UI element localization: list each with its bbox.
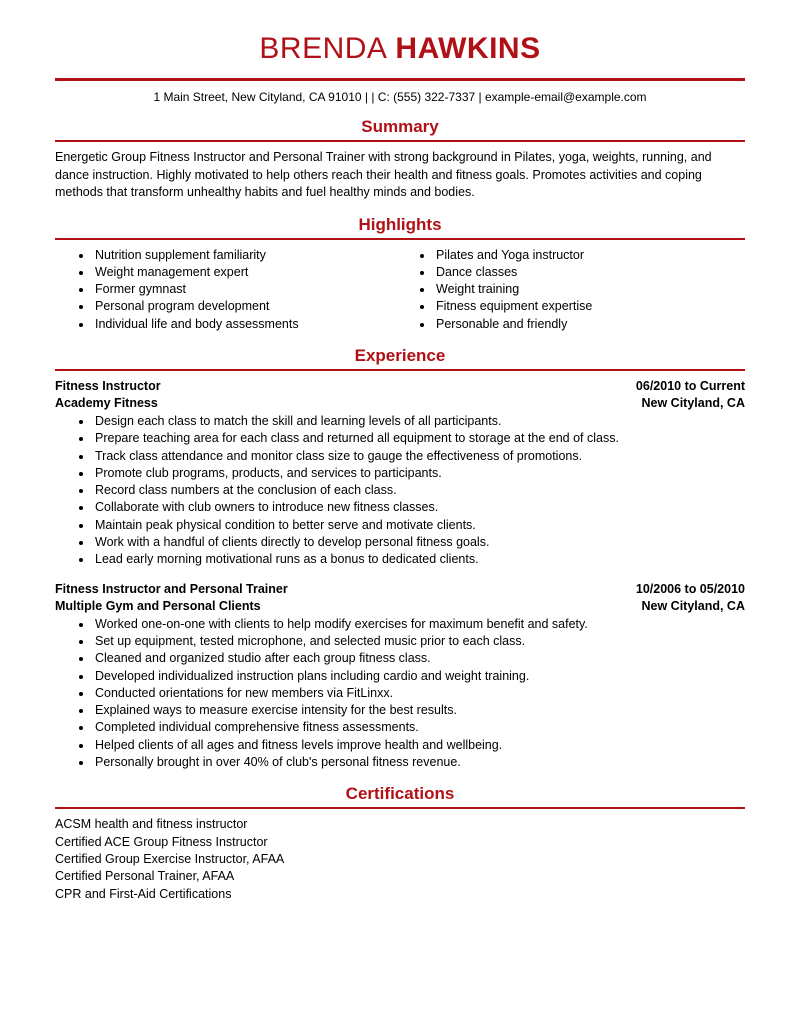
last-name: HAWKINS (395, 32, 541, 65)
job-company: Multiple Gym and Personal Clients (55, 598, 261, 613)
section-heading-summary: Summary (361, 117, 439, 136)
experience-bullet: • Prepare teaching area for each class and returned all equipment to storage at the end of class. (93, 430, 745, 447)
highlights-column-left (55, 247, 400, 333)
certification-item: CPR and First-Aid Certifications (55, 886, 232, 901)
certification-item: Certified ACE Group Fitness Instructor (55, 834, 268, 849)
experience-bullet: • Design each class to match the skill and learning levels of all participants. (93, 413, 745, 430)
experience-bullet: • Cleaned and organized studio after each group fitness class. (93, 650, 745, 667)
experience-bullet: • Track class attendance and monitor class size to gauge the effectiveness of promotions. (93, 448, 745, 465)
experience-bullet: • Explained ways to measure exercise intensity for the best results. (93, 702, 745, 719)
experience-bullet: • Worked one-on-one with clients to help modify exercises for maximum benefit and safety. (93, 616, 745, 633)
section-heading-experience: Experience (354, 345, 446, 365)
experience-bullet: • Helped clients of all ages and fitness levels improve health and wellbeing. (93, 737, 745, 754)
job-company-row (55, 395, 745, 412)
experience-bullet: • Set up equipment, tested microphone, and selected music prior to each class. (93, 633, 745, 650)
header-divider (55, 78, 745, 81)
highlight-item: • Personal program development (93, 298, 400, 315)
highlight-item: • Dance classes (434, 264, 745, 281)
experience-bullet: • Conducted orientations for new members via FitLinxx. (93, 685, 745, 702)
certification-item: Certified Personal Trainer, AFAA (55, 869, 235, 884)
highlight-item: • Individual life and body assessments (93, 316, 400, 333)
experience-bullet: • Personally brought in over 40% of club's personal fitness revenue. (93, 754, 745, 771)
highlight-item: • Nutrition supplement familiarity (93, 247, 400, 264)
job-dates: 06/2010 to Current (635, 378, 745, 393)
job-title-row (55, 378, 745, 395)
job-location: New Cityland, CA (641, 598, 745, 613)
job-dates: 10/2006 to 05/2010 (635, 581, 745, 596)
experience-job-1 (55, 378, 745, 569)
certification-item: Certified Group Exercise Instructor, AFAA (55, 851, 285, 866)
certifications-divider (55, 807, 745, 809)
experience-bullet: • Completed individual comprehensive fitness assessments. (93, 719, 745, 736)
experience-bullet: • Record class numbers at the conclusion of each class. (93, 482, 745, 499)
job-company: Academy Fitness (55, 395, 158, 410)
highlight-item: • Weight training (434, 281, 745, 298)
section-heading-certifications: Certifications (345, 784, 455, 804)
experience-job-2 (55, 581, 745, 772)
experience-bullet: • Collaborate with club owners to introduce new fitness classes. (93, 499, 745, 516)
certifications-list (55, 816, 745, 902)
experience-divider (55, 369, 745, 371)
experience-bullet: • Promote club programs, products, and services to participants. (93, 465, 745, 482)
contact-line: 1 Main Street, New Cityland, CA 91010 | | C: (555) 322-7337 | example-email@example.com (153, 90, 647, 104)
highlights-column-right (400, 247, 745, 333)
highlight-item: • Personable and friendly (434, 316, 745, 333)
certification-item: ACSM health and fitness instructor (55, 817, 248, 832)
experience-bullet: • Work with a handful of clients directly to develop personal fitness goals. (93, 534, 745, 551)
job-company-row (55, 598, 745, 615)
experience-bullet: • Developed individualized instruction plans including cardio and weight training. (93, 668, 745, 685)
job-title-row (55, 581, 745, 598)
highlights-columns (55, 247, 745, 333)
highlight-item: • Fitness equipment expertise (434, 298, 745, 315)
experience-bullet: • Lead early morning motivational runs as a bonus to dedicated clients. (93, 551, 745, 568)
page-title (55, 32, 745, 66)
first-name: BRENDA (259, 32, 388, 65)
job-location: New Cityland, CA (641, 395, 745, 410)
job-title: Fitness Instructor and Personal Trainer (55, 581, 288, 596)
highlight-item: • Weight management expert (93, 264, 400, 281)
highlight-item: • Pilates and Yoga instructor (434, 247, 745, 264)
highlights-divider (55, 238, 745, 240)
experience-bullet: • Maintain peak physical condition to better serve and motivate clients. (93, 517, 745, 534)
job-title: Fitness Instructor (55, 378, 161, 393)
summary-text: Energetic Group Fitness Instructor and Personal Trainer with strong background in Pilates, yoga, weights, running, and dance instruction. Highly motivated to help others reach their health and fitness goals. Promotes activities and coping methods that transform unhealthy habits and fuel healthy minds and bodies. (55, 150, 712, 199)
summary-divider (55, 140, 745, 142)
highlight-item: • Former gymnast (93, 281, 400, 298)
section-heading-highlights: Highlights (358, 214, 442, 234)
